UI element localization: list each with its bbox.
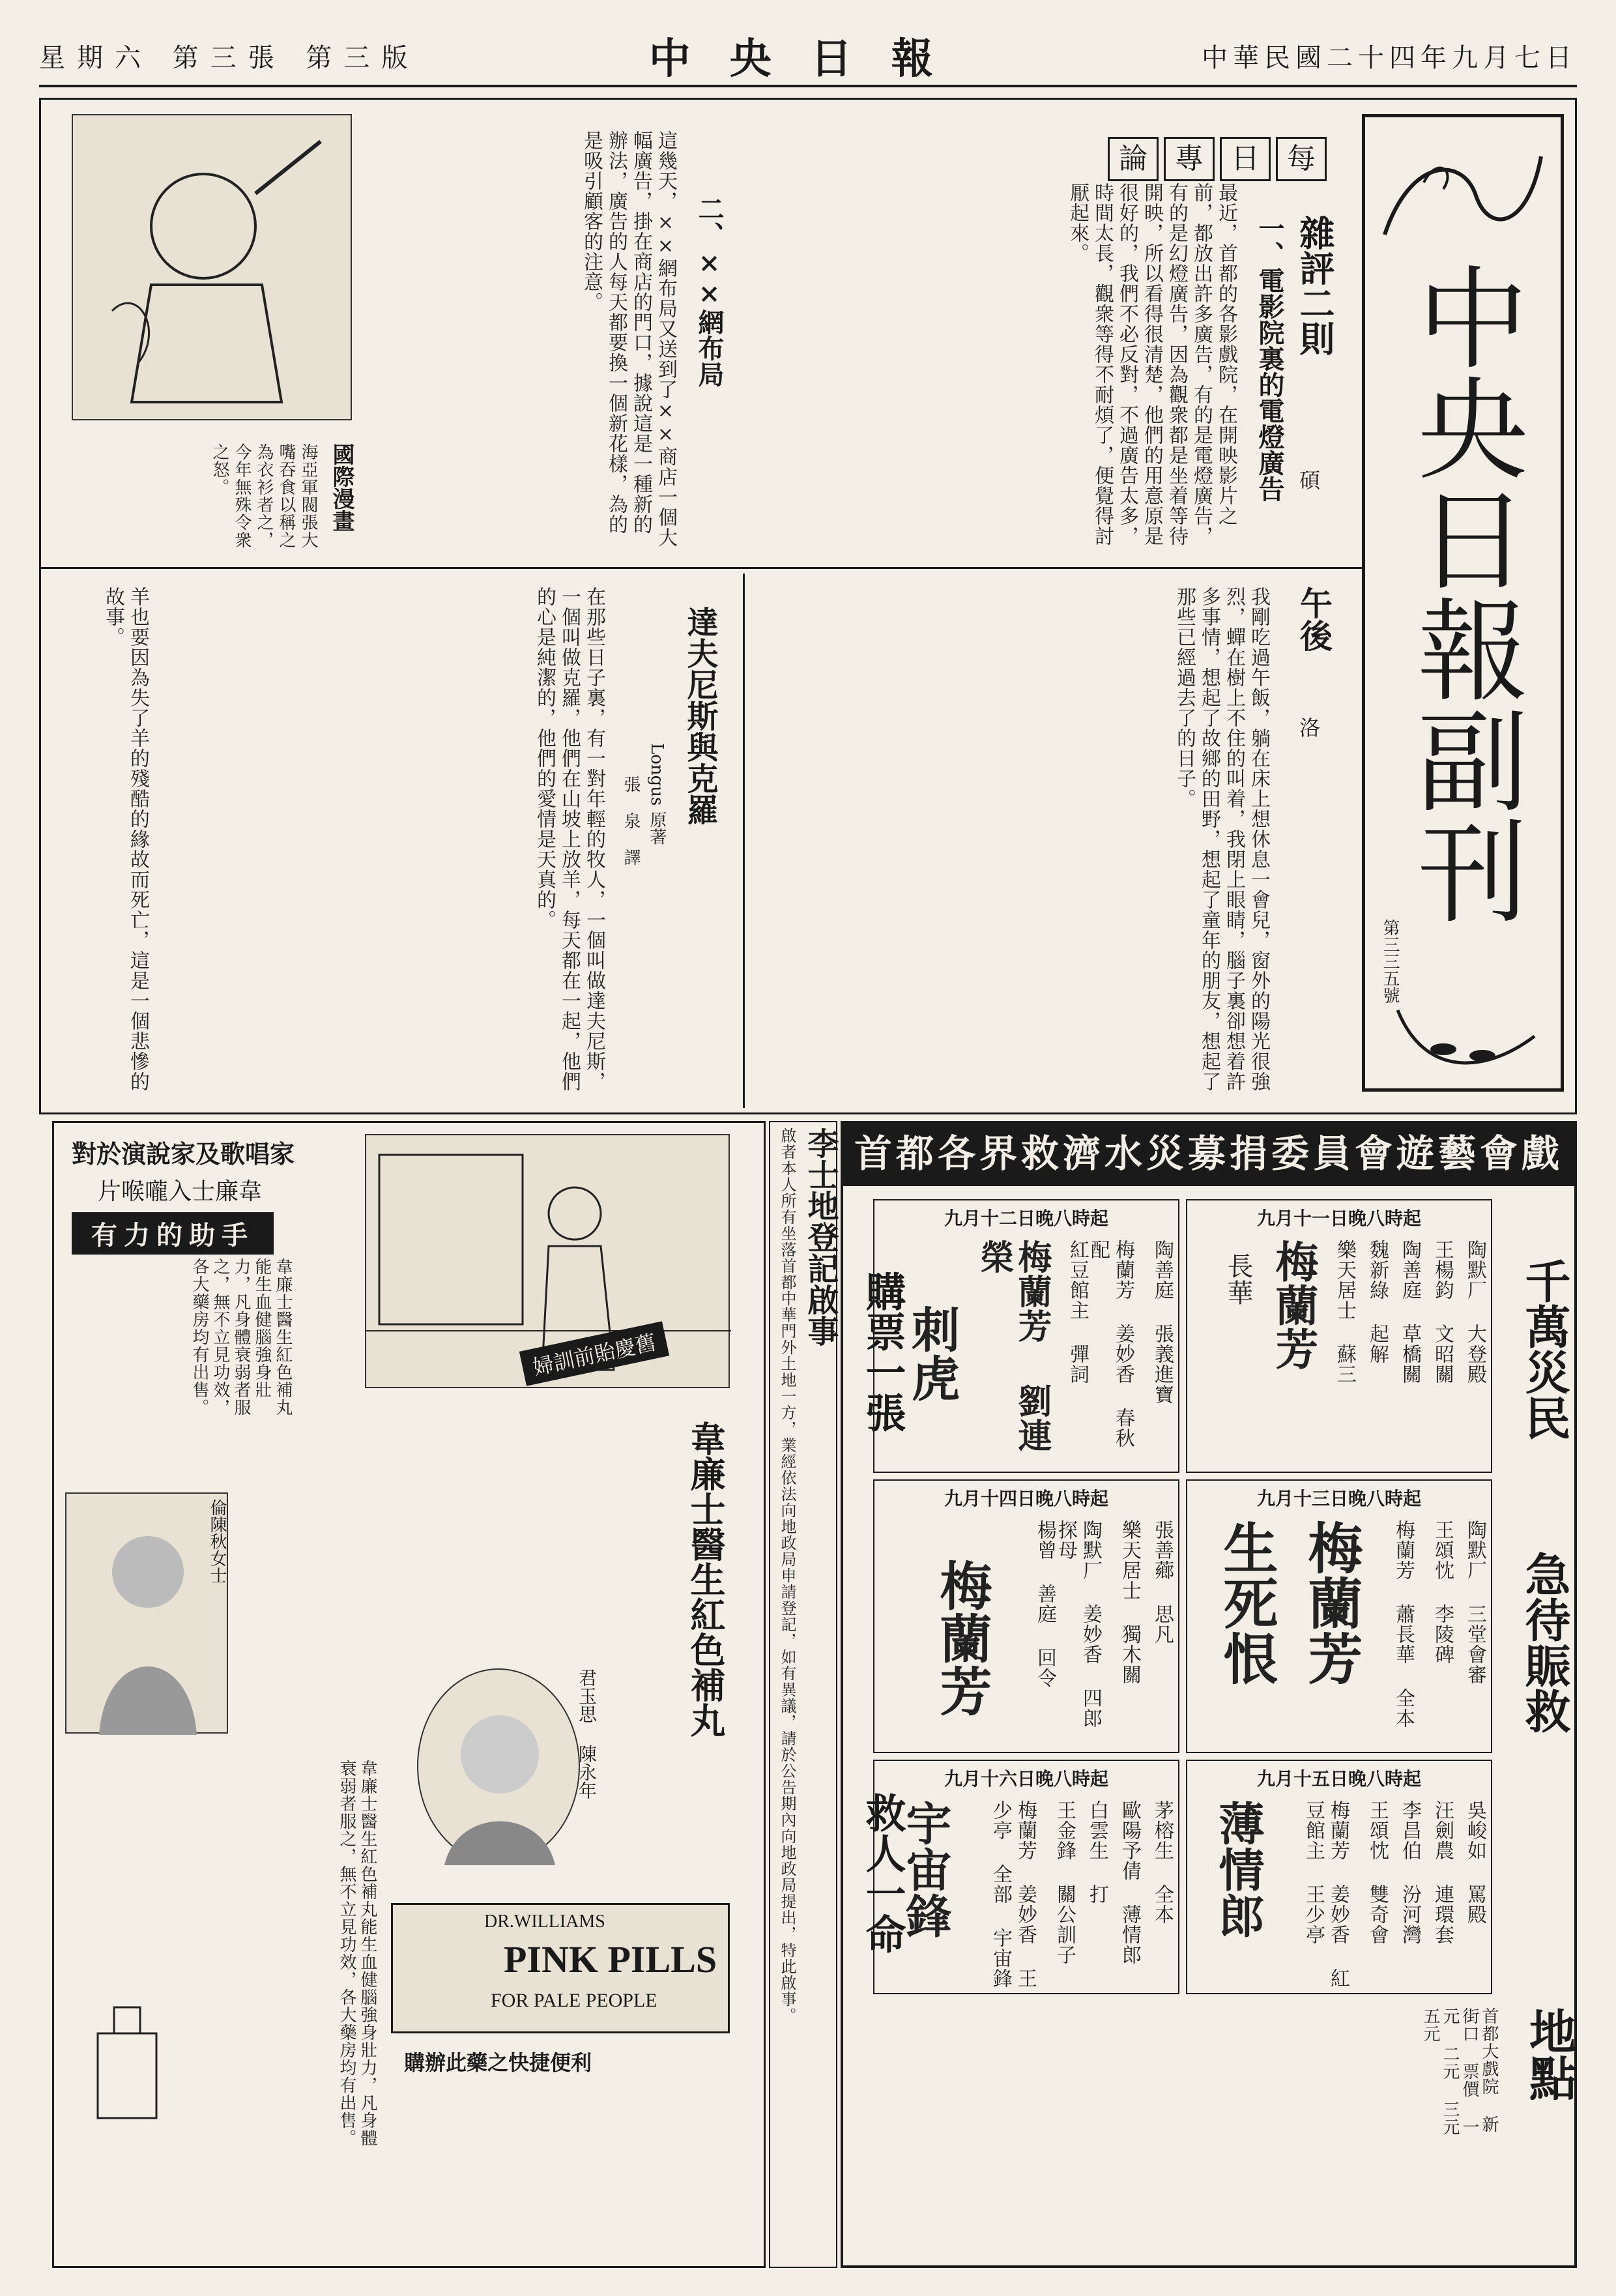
translation-original-author: Longus 原著 (647, 743, 667, 845)
vine-ornament-icon (1372, 130, 1554, 248)
night-3-main-sub: 生死恨 (1215, 1520, 1279, 1686)
masthead-paper-name: 中央日報 (648, 35, 972, 83)
night-4-line-1: 張善薌 思凡 (1151, 1520, 1174, 1644)
medicine-ad-girl-portrait (65, 1492, 228, 1734)
medicine-ad-sub: 對於演說家及歌唱家 (72, 1139, 295, 1169)
masthead-date-line: 中華民國二十四年九月七日 (1202, 42, 1577, 73)
night-5 (1186, 1760, 1492, 1994)
night-1-main-sub: 長華 (1223, 1253, 1253, 1306)
medicine-ad-person-caption: 君玉思 陳永年 (576, 1668, 598, 1799)
opera-ad-banner: 首都各界救濟水災募捐委員會遊藝會戲目 (841, 1121, 1577, 1186)
night-6-main: 宇宙鋒 (899, 1800, 953, 1939)
night-1 (1186, 1199, 1492, 1473)
night-2-date: 九月十二日晚八時起 (944, 1208, 1108, 1229)
night-4-line-3: 陶默厂 姜妙香 四郎探母 (1054, 1520, 1102, 1728)
medicine-ad-man-portrait (417, 1668, 580, 1864)
noon-article-body: 我剛吃過午飯，躺在床上想休息一會兒，窗外的陽光很強烈，蟬在樹上不住的叫着，我閉上眼睛，腦子裏卻想着許多事情，想起了故鄉的田野，想起了童年的朋友，想起了那些已經過去了的日子。 (1173, 587, 1270, 1092)
medicine-ad-headline: 韋廉士醫生紅色補丸 (685, 1421, 727, 1737)
night-4-line-2: 樂天居士 獨木關 (1118, 1520, 1141, 1685)
leaf-ornament-icon (1385, 997, 1548, 1082)
night-5-line-4: 王頌忱 雙奇會 (1366, 1800, 1389, 1945)
editorial-title: 雜評二則 (1294, 215, 1336, 356)
night-6-line-5: 梅蘭芳 姜妙香 王少亭 全部 宇宙鋒 (989, 1800, 1037, 1988)
night-2-line-3: 紅豆館主 彈詞 (1066, 1240, 1089, 1384)
column-tag-char-4: 論 (1108, 137, 1159, 181)
translation-title: 達夫尼斯與克羅 (682, 606, 718, 825)
night-3-main: 梅蘭芳 (1299, 1520, 1364, 1686)
column-tag-char-2: 日 (1220, 137, 1271, 181)
cartoon-caption-title: 國際漫畫 (328, 443, 354, 532)
editorial-author: 碩 (1296, 469, 1321, 490)
column-tag-char-3: 專 (1164, 137, 1215, 181)
cartoon-caption: 海亞軍閥張大嘴吞食以稱之為衣衫者之，今年無殊令衆之怒。 (210, 443, 318, 549)
land-notice-title: 李士地登記啟事 (802, 1127, 839, 1346)
night-1-line-5: 樂天居士 蘇三 (1333, 1240, 1356, 1384)
medicine-ad-girl-caption: 倫陳秋女士 (207, 1499, 227, 1584)
night-6-line-4: 王金鋒 關公訓子 (1053, 1800, 1076, 1965)
opera-ad-side-title: 千萬災民 (1518, 1258, 1572, 1440)
night-2-line-1: 陶善庭 張義進寶 (1151, 1240, 1174, 1404)
night-6-line-2: 歐陽予倩 薄情郎 (1118, 1800, 1141, 1965)
night-3-date: 九月十三日晚八時起 (1256, 1488, 1421, 1509)
night-1-main: 梅蘭芳 (1268, 1240, 1319, 1371)
editorial-body: 最近，首都的各影戲院，在開映影片之前，都放出許多廣告，有的是電燈廣告，有的是幻燈廣告，因為觀衆都是坐着等待開映，所以看得很清楚，他們的用意原是很好的，我們不必反對，不過廣告太多，時間太長，觀衆等得不耐煩了，便覺得討厭起來。 (1066, 182, 1237, 546)
side-notes-body: 羊也要因為失了羊的殘酷的緣故而死亡，這是一個悲慘的故事。 (102, 587, 149, 1092)
cartoon-illustration (72, 114, 352, 420)
medicine-ad-brand-en: DR.WILLIAMS (484, 1911, 605, 1932)
editorial-subtitle: 一、電影院裏的電燈廣告 (1254, 215, 1285, 502)
translation-body: 在那些日子裏，有一對年輕的牧人，一個叫做達夫尼斯，一個叫做克羅，他們在山坡上放羊，每天都在一起，他們的心是純潔的，他們的愛情是天真的。 (533, 587, 605, 1092)
masthead-page-line: 星期六 第三張 第三版 (39, 42, 420, 73)
opera-ad-slogan-right: 救人一命 (859, 1792, 906, 1954)
night-2-main: 梅蘭芳 劉連榮 (974, 1240, 1052, 1453)
night-4-date: 九月十四日晚八時起 (944, 1488, 1108, 1509)
supplement-issue-no: 第三三五號 (1380, 919, 1400, 1004)
top-section-divider (39, 567, 1362, 569)
night-4-main: 梅蘭芳 (931, 1559, 992, 1717)
night-5-line-5: 梅蘭芳 姜妙香 紅豆館主 王少亭 (1302, 1800, 1349, 1988)
night-2 (873, 1199, 1179, 1473)
top-column-divider (743, 574, 745, 1108)
night-1-line-1: 陶默厂 大登殿 (1464, 1240, 1486, 1384)
night-3-line-2: 王頌忱 李陵碑 (1431, 1520, 1454, 1664)
night-3-line-3: 梅蘭芳 蕭長華 全本 (1392, 1520, 1415, 1728)
night-4-line-4: 楊曾 善庭 回令 (1033, 1520, 1056, 1688)
night-5-main: 薄情郎 (1211, 1800, 1265, 1939)
night-1-date: 九月十一日晚八時起 (1256, 1208, 1421, 1229)
medicine-ad-story-title: 婦訓前貽慶舊 (519, 1321, 669, 1386)
editorial-subtitle-2: 二、××網布局 (694, 196, 725, 387)
opera-ad-side-sub: 急待賑救 (1518, 1551, 1572, 1734)
night-6-line-3: 白雲生 打 (1086, 1800, 1108, 1904)
night-3 (1186, 1479, 1492, 1753)
night-5-line-3: 李昌伯 汾河灣 (1398, 1800, 1421, 1945)
medicine-ad-testimonial: 韋廉士醫生紅色補丸能生血健腦強身壯力，凡身體衰弱者服之，無不立見功效，各大藥房均有出售。 (337, 1760, 377, 2147)
supplement-title: 中央日報副刊 (1398, 261, 1527, 925)
night-5-date: 九月十五日晚八時起 (1256, 1768, 1421, 1790)
night-1-line-3: 陶善庭 草橋關 (1398, 1240, 1421, 1384)
night-2-main-sub: 刺虎 (904, 1305, 960, 1402)
man-portrait-drawing (418, 1670, 581, 1865)
medicine-ad-body: 韋廉士醫生紅色補丸能生血健腦強身壯力，凡身體衰弱者服之，無不立見功效，各大藥房均有出售。 (190, 1258, 293, 1416)
night-1-line-4: 魏新綠 起解 (1366, 1240, 1389, 1364)
translation-translator: 張 泉 譯 (621, 776, 641, 865)
noon-article-author: 洛 (1296, 717, 1321, 738)
supplement-title-box (1362, 114, 1564, 1092)
opera-ad-slogan-left: 購票一張 (859, 1271, 906, 1432)
medicine-ad-footer: 購辦此藥之快捷便利 (404, 2050, 592, 2075)
medicine-ad-slogan: 有力的助手 (72, 1212, 274, 1255)
night-3-line-1: 陶默厂 三堂會審 (1464, 1520, 1486, 1685)
column-tag (1108, 137, 1327, 181)
editorial-body-2: 這幾天，××網布局又送到了××商店一個大幅廣告，掛在商店的門口，據說這是一種新的辦法，廣告的人每天都要換一個新花樣，為的是吸引顧客的注意。 (580, 130, 677, 547)
night-6-date: 九月十六日晚八時起 (944, 1768, 1108, 1790)
opera-ad-venue-text: 首都大戲院 新街口 票價 一元 二元 三元 五元 (1421, 2007, 1499, 2136)
cartoon-drawing (73, 115, 353, 422)
night-6-line-1: 茅榕生 全本 (1151, 1800, 1174, 1925)
night-5-line-1: 吳峻如 罵殿 (1464, 1800, 1486, 1925)
land-notice-body: 啟者本人所有坐落首都中華門外土地一方，業經依法向地政局申請登記，如有異議，請於公告期內向地政局提出，特此啟事。 (778, 1127, 796, 2024)
medicine-ad-pill-box (391, 1903, 730, 2033)
noon-article-title: 午後 (1295, 587, 1333, 652)
night-2-line-2: 梅蘭芳 姜妙香 春秋配 (1087, 1240, 1134, 1448)
masthead (39, 26, 1577, 87)
night-4 (873, 1479, 1179, 1753)
medicine-ad-slogan2: 片喉嚨入士廉韋 (98, 1178, 263, 1205)
medicine-bottle-icon (85, 1994, 169, 2125)
medicine-ad-brand-en3: FOR PALE PEOPLE (491, 1990, 657, 2011)
medicine-ad-brand-en2: PINK PILLS (504, 1938, 717, 1981)
night-5-line-2: 汪劍農 連環套 (1431, 1800, 1454, 1945)
opera-ad-venue-title: 地點 (1522, 2007, 1577, 2101)
column-tag-char-1: 每 (1276, 137, 1327, 181)
night-1-line-2: 王楊鈞 文昭關 (1431, 1240, 1454, 1384)
night-6 (873, 1760, 1179, 1994)
